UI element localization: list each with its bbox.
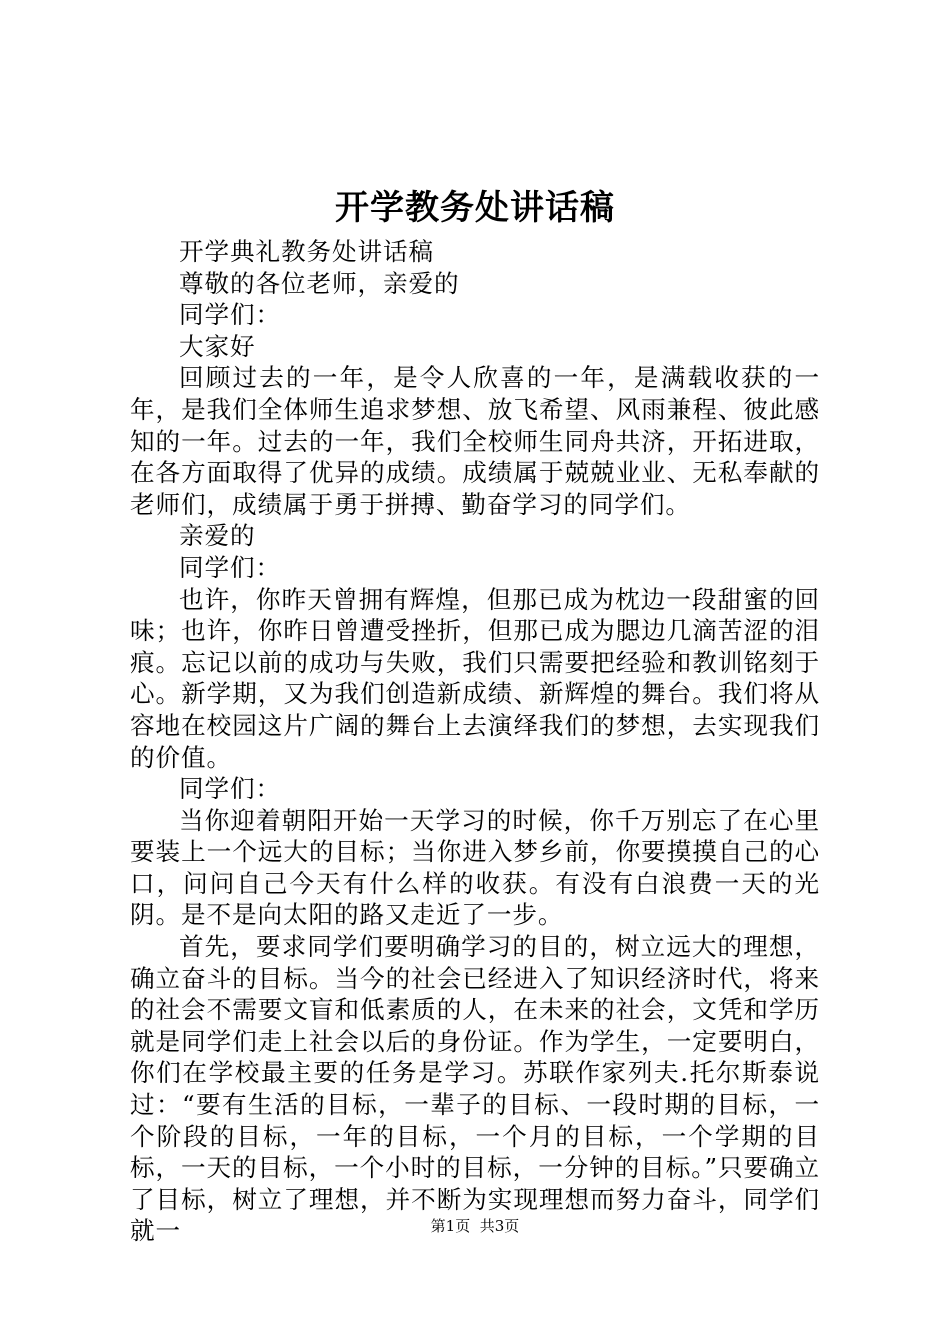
paragraph: 同学们： — [179, 774, 281, 804]
paragraph: 回顾过去的一年，是令人欣喜的一年，是满载收获的一年，是我们全体师生追求梦想、放飞希望、风雨兼程、彼此感知的一年。过去的一年，我们全校师生同舟共济，开拓进取，在各方面取得了优异的成绩。成绩属于兢兢业业、无私奉献的老师们，成绩属于勇于拼搏、勤奋学习的同学们。 — [130, 363, 820, 519]
page-footer — [0, 1216, 950, 1236]
document-body — [130, 236, 820, 1247]
paragraph: 同学们： — [179, 552, 281, 582]
paragraph: 大家好 — [179, 331, 256, 361]
page-number: 第1页 — [430, 1217, 471, 1235]
document-title: 开学教务处讲话稿 — [335, 188, 615, 228]
paragraph: 开学典礼教务处讲话稿 — [179, 237, 434, 266]
paragraph: 尊敬的各位老师，亲爱的 — [179, 268, 460, 298]
paragraph: 当你迎着朝阳开始一天学习的时候，你千万别忘了在心里要装上一个远大的目标；当你进入梦乡前，你要摸摸自己的心口，问问自己今天有什么样的收获。有没有白浪费一天的光阴。是不是向太阳的路又走近了一步。 — [130, 805, 820, 930]
paragraph: 同学们： — [179, 300, 281, 330]
paragraph: 首先，要求同学们要明确学习的目的，树立远大的理想，确立奋斗的目标。当今的社会已经进入了知识经济时代，将来的社会不需要文盲和低素质的人，在未来的社会，文凭和学历就是同学们走上社会以后的身份证。作为学生，一定要明白，你们在学校最主要的任务是学习。苏联作家列夫.托尔斯泰说过：“要有生活的目标，一辈子的目标、一段时期的目标，一个阶段的目标，一年的目标，一个月的目标，一个学期的目标，一天的目标，一个小时的目标，一分钟的目标。”只要确立了目标，树立了理想，并不断为实现理想而努力奋斗，同学们就一 — [130, 932, 820, 1246]
paragraph: 也许，你昨天曾拥有辉煌，但那已成为枕边一段甜蜜的回味；也许，你昨日曾遭受挫折，但那已成为腮边几滴苦涩的泪痕。忘记以前的成功与失败，我们只需要把经验和教训铭刻于心。新学期，又为我们创造新成绩、新辉煌的舞台。我们将从容地在校园这片广阔的舞台上去演绎我们的梦想，去实现我们的价值。 — [130, 584, 820, 772]
page-total: 共3页 — [479, 1217, 520, 1235]
paragraph: 亲爱的 — [179, 521, 256, 551]
